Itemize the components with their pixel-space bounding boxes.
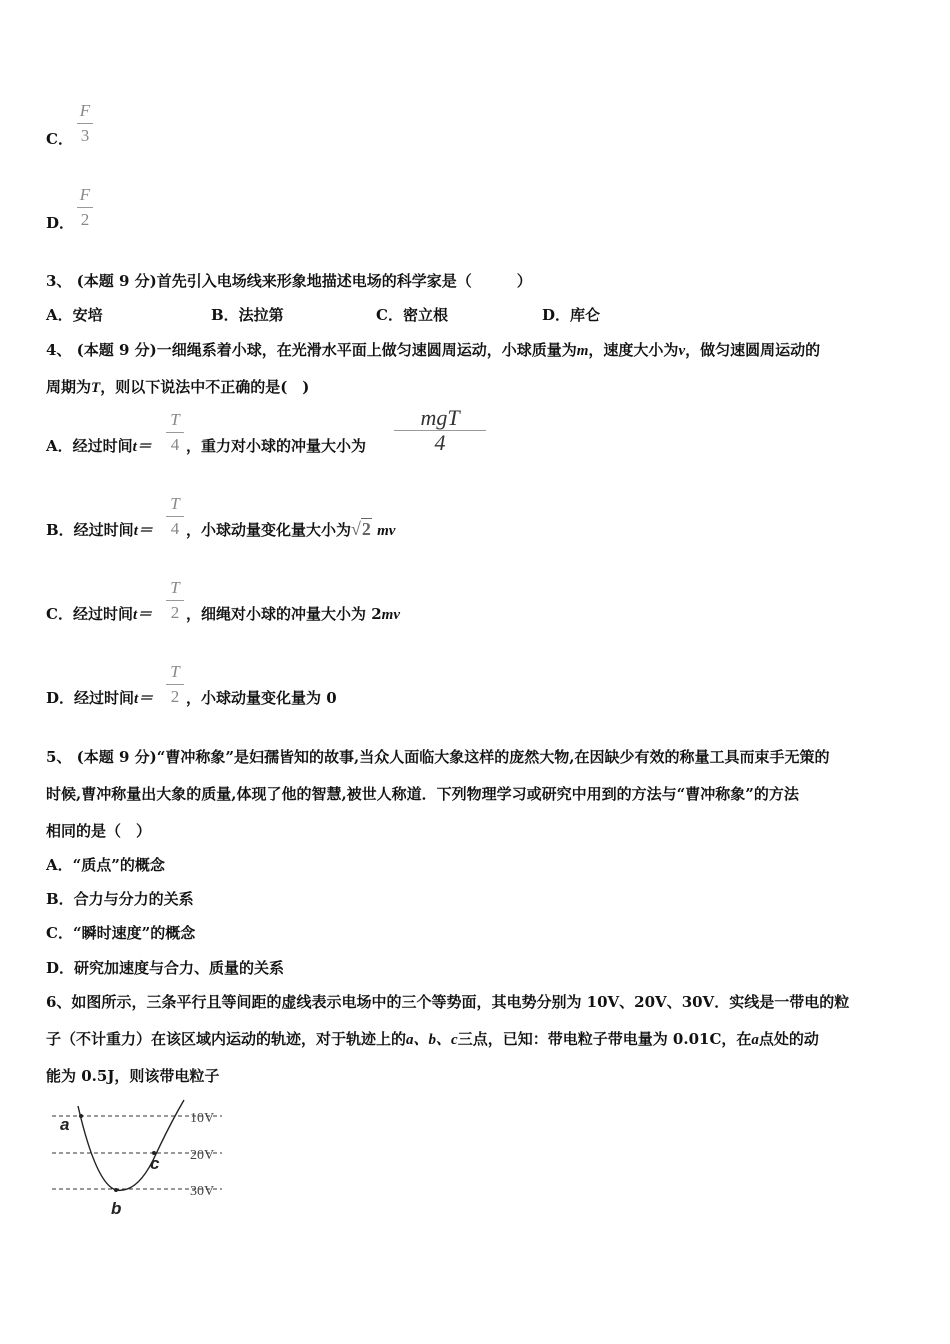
q4-option-d-text: ，小球动量变化量为 0: [186, 689, 337, 707]
fraction-bar: [166, 600, 184, 601]
fraction-denominator: 3: [80, 126, 90, 145]
q4-option-b-text: [186, 519, 395, 540]
q3-option-d: D．库仑: [542, 306, 601, 324]
points-symbols: a、b、c: [406, 1032, 458, 1048]
q4-stem-line1: [46, 339, 820, 360]
point-a-symbol: a: [751, 1032, 759, 1048]
q5-option-d: D．研究加速度与合力、质量的关系: [46, 959, 285, 977]
mass-symbol: m: [576, 343, 589, 359]
fraction-numerator: T: [170, 578, 180, 597]
point-b-label: b: [111, 1199, 122, 1218]
q5-stem-line1: 5、 (本题 9 分)“曹冲称象”是妇孺皆知的故事,当众人面临大象这样的庞然大物,在因缺少有效的称量工具而束手无策的: [46, 748, 830, 766]
q4-option-b: [46, 519, 153, 540]
q4-a-result-fraction: [394, 405, 486, 455]
q5-stem-line2: 时候,曹冲称量出大象的质量,体现了他的智慧,被世人称道．下列物理学习或研究中用到的方法与“曹冲称象”的方法: [46, 785, 799, 803]
fraction-bar: [166, 516, 184, 517]
fraction-numerator: T: [170, 410, 180, 429]
option-label: C．经过时间: [46, 605, 133, 623]
fraction-numerator: T: [170, 662, 180, 681]
option-label: A．经过时间: [46, 437, 133, 455]
q4-stem-text: ，则以下说法中不正确的是( ): [100, 378, 310, 396]
q5-option-b: B．合力与分力的关系: [46, 890, 194, 908]
period-symbol: T: [91, 380, 101, 396]
q2-option-c-label: C．: [46, 130, 73, 148]
option-label: D．经过时间: [46, 689, 135, 707]
fraction-bar: [166, 432, 184, 433]
fraction-numerator: F: [79, 185, 91, 204]
q4-c-fraction: [166, 578, 184, 623]
q4-d-fraction: [166, 662, 184, 707]
q3-option-c: C．密立根: [376, 306, 448, 324]
q2-option-c-fraction: [77, 101, 93, 146]
q4-stem-text: 4、 (本题 9 分)一细绳系着小球，在光滑水平面上做匀速圆周运动，小球质量为: [46, 341, 577, 359]
q4-a-fraction: [166, 410, 184, 455]
q6-stem-text: 子（不计重力）在该区域内运动的轨迹，对于轨迹上的: [46, 1030, 407, 1048]
label-20v: 20V: [190, 1148, 215, 1163]
fraction-bar: [77, 123, 93, 124]
fraction-denominator: 4: [170, 519, 180, 538]
point-a-dot: [79, 1114, 83, 1118]
fraction-numerator: mgT: [420, 405, 460, 430]
q2-option-d-label: D．: [46, 214, 75, 232]
q6-stem-line2: [46, 1028, 819, 1049]
q3-option-a: A．安培: [46, 306, 103, 324]
fraction-denominator: 2: [170, 687, 180, 706]
q3-stem: 3、 (本题 9 分)首先引入电场线来形象地描述电场的科学家是（ ）: [46, 272, 532, 290]
option-text: ，小球动量变化量大小为: [186, 521, 352, 539]
q4-b-fraction: [166, 494, 184, 539]
time-symbol: t＝: [132, 607, 153, 623]
fraction-denominator: 4: [170, 435, 180, 454]
equipotential-figure: [44, 1094, 234, 1220]
q5-option-c: C．“瞬时速度”的概念: [46, 924, 196, 942]
q4-stem-text: ，做匀速圆周运动的: [685, 341, 821, 359]
fraction-denominator: 2: [80, 210, 90, 229]
q6-stem-line3: 能为 0.5J，则该带电粒子: [46, 1067, 220, 1085]
sqrt-expression: [351, 518, 372, 539]
q4-option-a-text: ，重力对小球的冲量大小为: [186, 437, 367, 455]
fraction-bar: [77, 207, 93, 208]
point-a-label: a: [60, 1115, 70, 1134]
time-symbol: t＝: [133, 523, 153, 539]
q6-stem-text: 点处的动: [758, 1030, 819, 1048]
label-30v: 30V: [190, 1184, 215, 1199]
q4-option-d: [46, 687, 153, 708]
fraction-denominator: 4: [434, 430, 446, 455]
momentum-symbol: mv: [377, 523, 396, 539]
option-label: B．经过时间: [46, 521, 134, 539]
q5-option-a: A．“质点”的概念: [46, 856, 165, 874]
sqrt-radicand: 2: [361, 519, 371, 539]
fraction-numerator: T: [170, 494, 180, 513]
q4-option-c: [46, 603, 152, 624]
time-symbol: t＝: [134, 691, 154, 707]
q4-stem-line2: [46, 376, 309, 397]
q2-option-d-fraction: [77, 185, 93, 230]
fraction-bar: [166, 684, 184, 685]
q4-option-c-text: [186, 603, 400, 624]
fraction-denominator: 2: [170, 603, 180, 622]
momentum-symbol: mv: [381, 607, 400, 623]
option-text: ，细绳对小球的冲量大小为 2: [186, 605, 382, 623]
point-b-dot: [114, 1188, 118, 1192]
time-symbol: t＝: [132, 439, 152, 455]
velocity-symbol: v: [678, 343, 686, 359]
q4-stem-text: ，速度大小为: [588, 341, 679, 359]
q6-stem-line1: 6、如图所示，三条平行且等间距的虚线表示电场中的三个等势面，其电势分别为 10V、20V、30V．实线是一带电的粒: [46, 993, 850, 1011]
label-10v: 10V: [190, 1111, 215, 1126]
q6-stem-text: 三点，已知：带电粒子带电量为 0.01C，在: [457, 1030, 752, 1048]
q4-stem-text: 周期为: [46, 378, 92, 396]
particle-trajectory: [78, 1100, 184, 1190]
point-c-label: c: [150, 1154, 160, 1173]
q4-option-a: [46, 435, 152, 456]
q5-stem-line3: 相同的是（ ）: [46, 822, 152, 840]
q3-option-b: B．法拉第: [211, 306, 284, 324]
sqrt-sign: √: [351, 519, 361, 539]
fraction-numerator: F: [79, 101, 91, 120]
